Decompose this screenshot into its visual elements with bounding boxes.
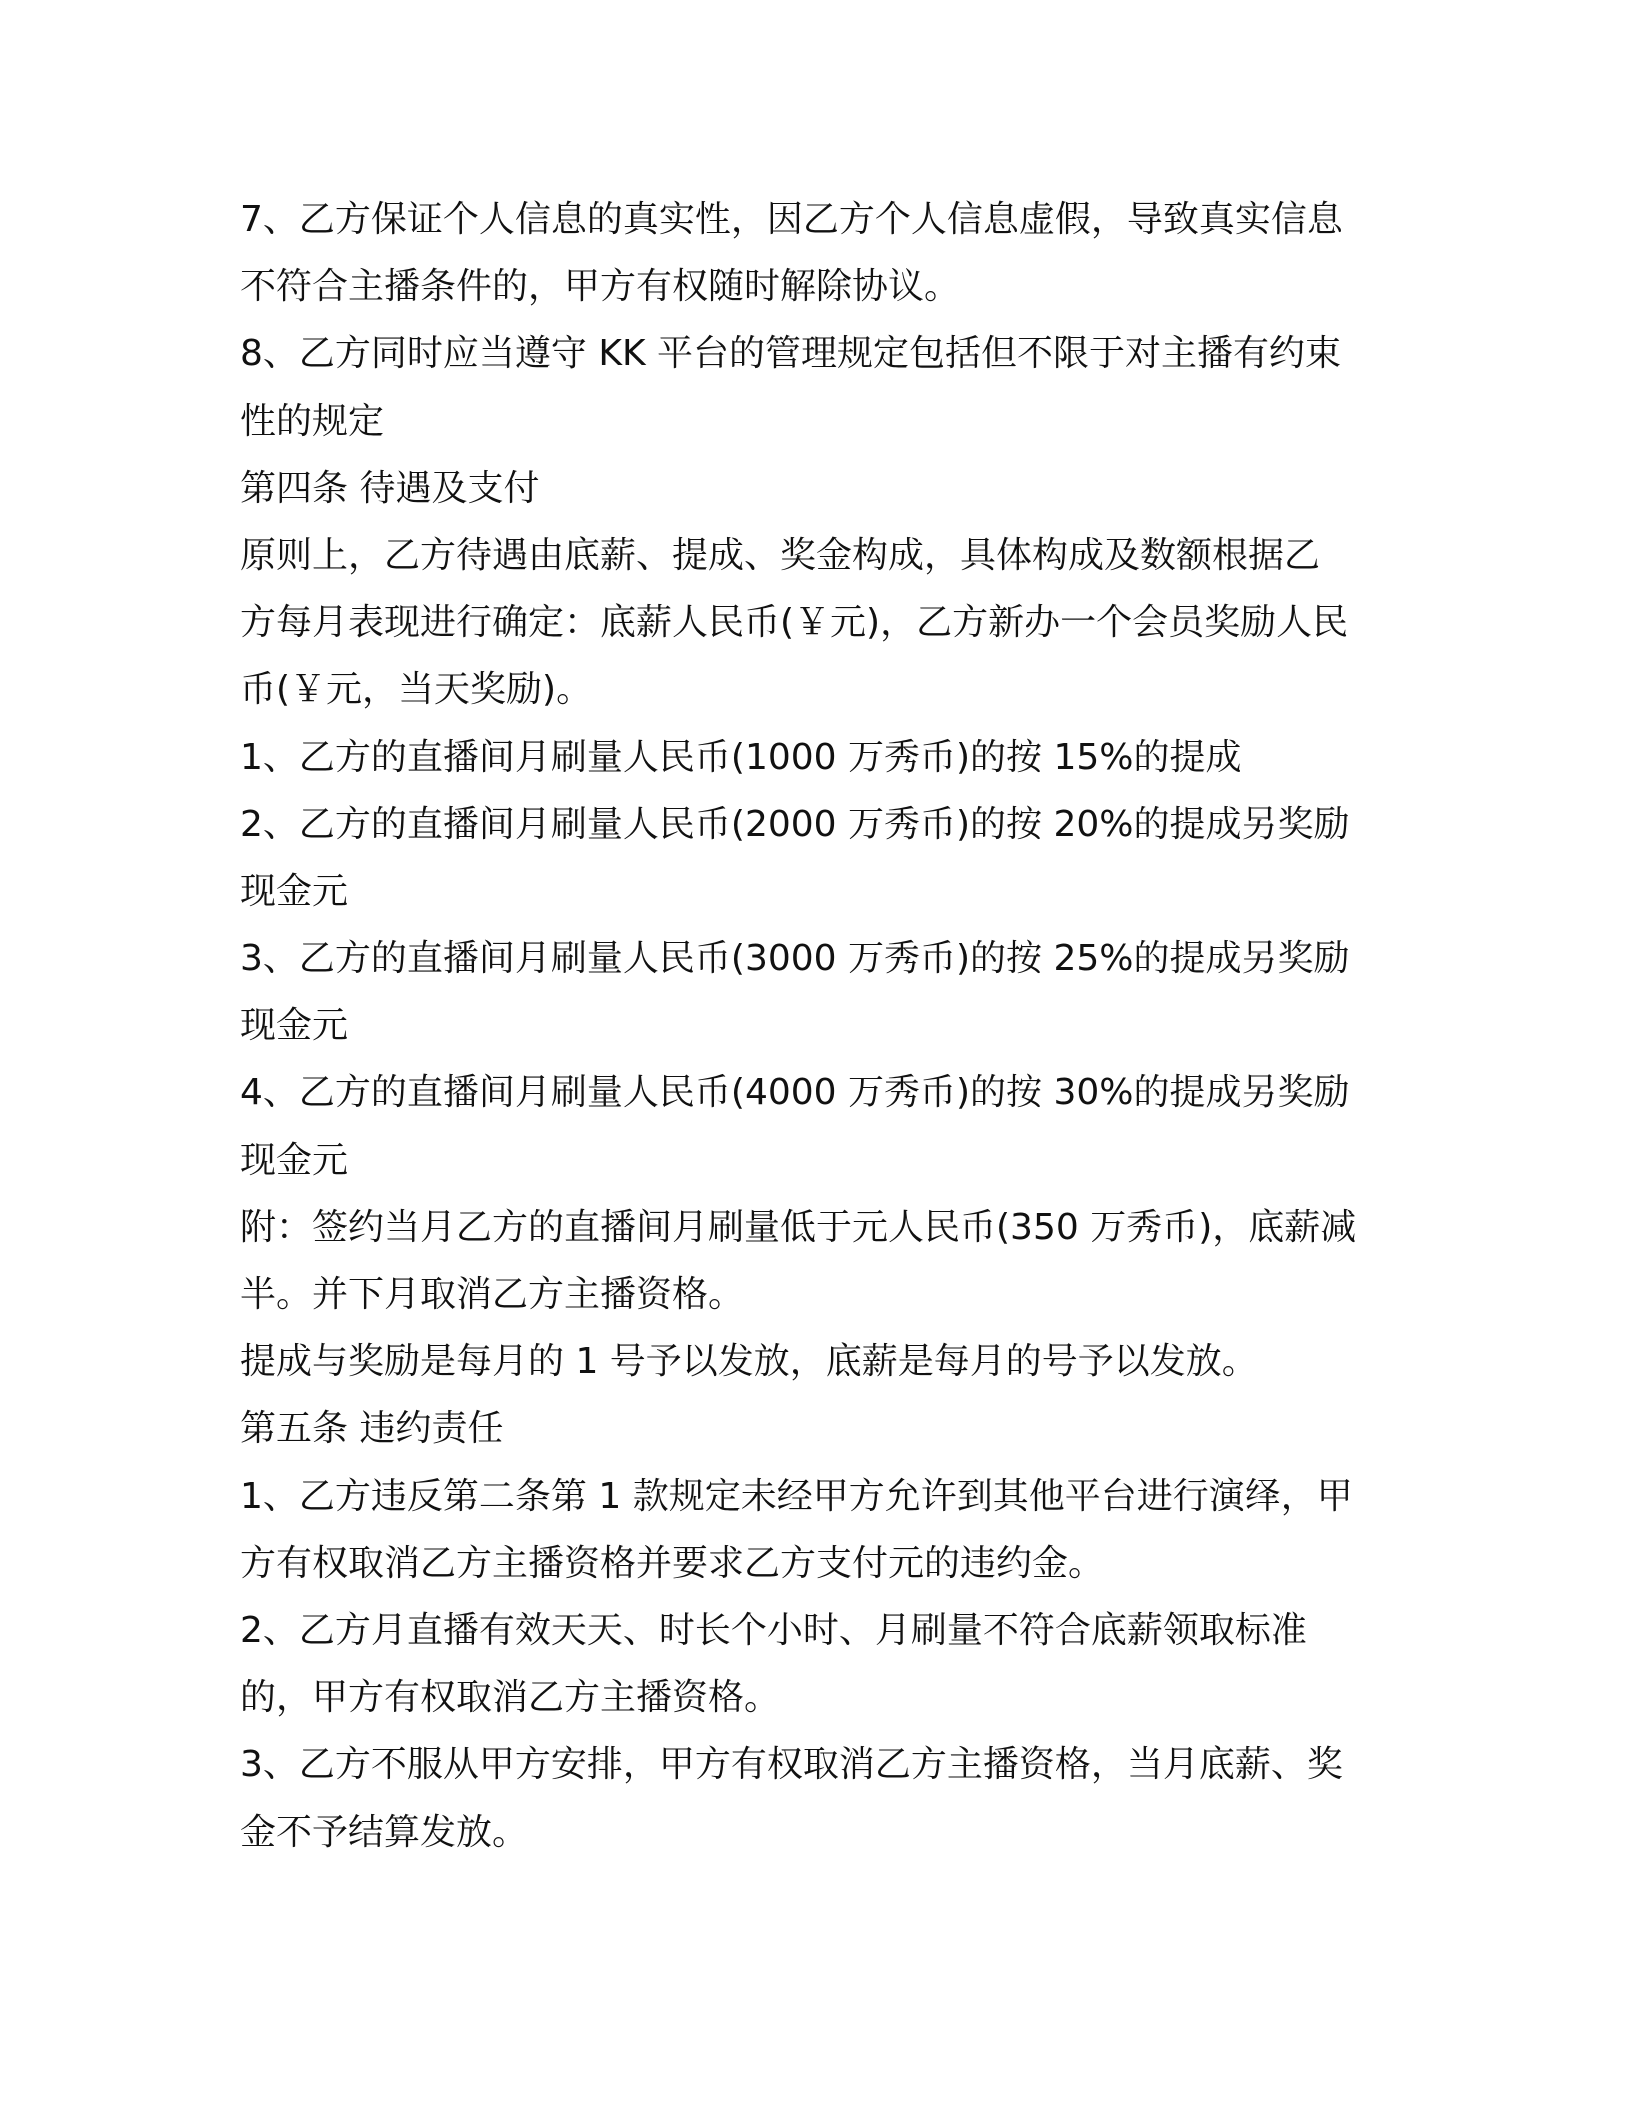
text-line: 币(￥元，当天奖励)。 bbox=[240, 669, 593, 711]
text-line: 性的规定 bbox=[240, 400, 385, 442]
section-heading: 第四条 待遇及支付 bbox=[240, 467, 540, 509]
text-line: 7、乙方保证个人信息的真实性，因乙方个人信息虚假，导致真实信息 bbox=[240, 199, 1343, 240]
text-line: 现金元 bbox=[240, 1005, 349, 1047]
text-line: 原则上，乙方待遇由底薪、提成、奖金构成，具体构成及数额根据乙 bbox=[240, 534, 1321, 576]
text-line: 1、乙方的直播间月刷量人民币(1000 万秀币)的按 15%的提成 bbox=[240, 736, 1242, 778]
section-heading: 第五条 违约责任 bbox=[240, 1408, 504, 1450]
text-line: 1、乙方违反第二条第 1 款规定未经甲方允许到其他平台进行演绎，甲 bbox=[240, 1475, 1353, 1517]
text-line: 2、乙方的直播间月刷量人民币(2000 万秀币)的按 20%的提成另奖励 bbox=[240, 803, 1350, 845]
text-line: 方每月表现进行确定：底薪人民币(￥元)，乙方新办一个会员奖励人民 bbox=[240, 602, 1349, 644]
text-line: 8、乙方同时应当遵守 KK 平台的管理规定包括但不限于对主播有约束 bbox=[240, 333, 1342, 375]
text-line: 的，甲方有权取消乙方主播资格。 bbox=[240, 1677, 781, 1719]
text-line: 金不予结算发放。 bbox=[240, 1811, 529, 1853]
text-line: 附：签约当月乙方的直播间月刷量低于元人民币(350 万秀币)，底薪减 bbox=[240, 1206, 1357, 1248]
text-line: 方有权取消乙方主播资格并要求乙方支付元的违约金。 bbox=[240, 1542, 1105, 1584]
text-line: 半。并下月取消乙方主播资格。 bbox=[240, 1274, 745, 1315]
document-body bbox=[240, 186, 1400, 1866]
text-line: 现金元 bbox=[240, 870, 349, 912]
text-line: 不符合主播条件的，甲方有权随时解除协议。 bbox=[240, 266, 961, 308]
text-line: 3、乙方不服从甲方安排，甲方有权取消乙方主播资格，当月底薪、奖 bbox=[240, 1744, 1343, 1786]
text-line: 3、乙方的直播间月刷量人民币(3000 万秀币)的按 25%的提成另奖励 bbox=[240, 938, 1350, 980]
text-line: 2、乙方月直播有效天天、时长个小时、月刷量不符合底薪领取标准 bbox=[240, 1609, 1307, 1651]
text-line: 提成与奖励是每月的 1 号予以发放，底薪是每月的号予以发放。 bbox=[240, 1341, 1258, 1383]
text-line: 4、乙方的直播间月刷量人民币(4000 万秀币)的按 30%的提成另奖励 bbox=[240, 1072, 1350, 1114]
text-line: 现金元 bbox=[240, 1139, 349, 1181]
